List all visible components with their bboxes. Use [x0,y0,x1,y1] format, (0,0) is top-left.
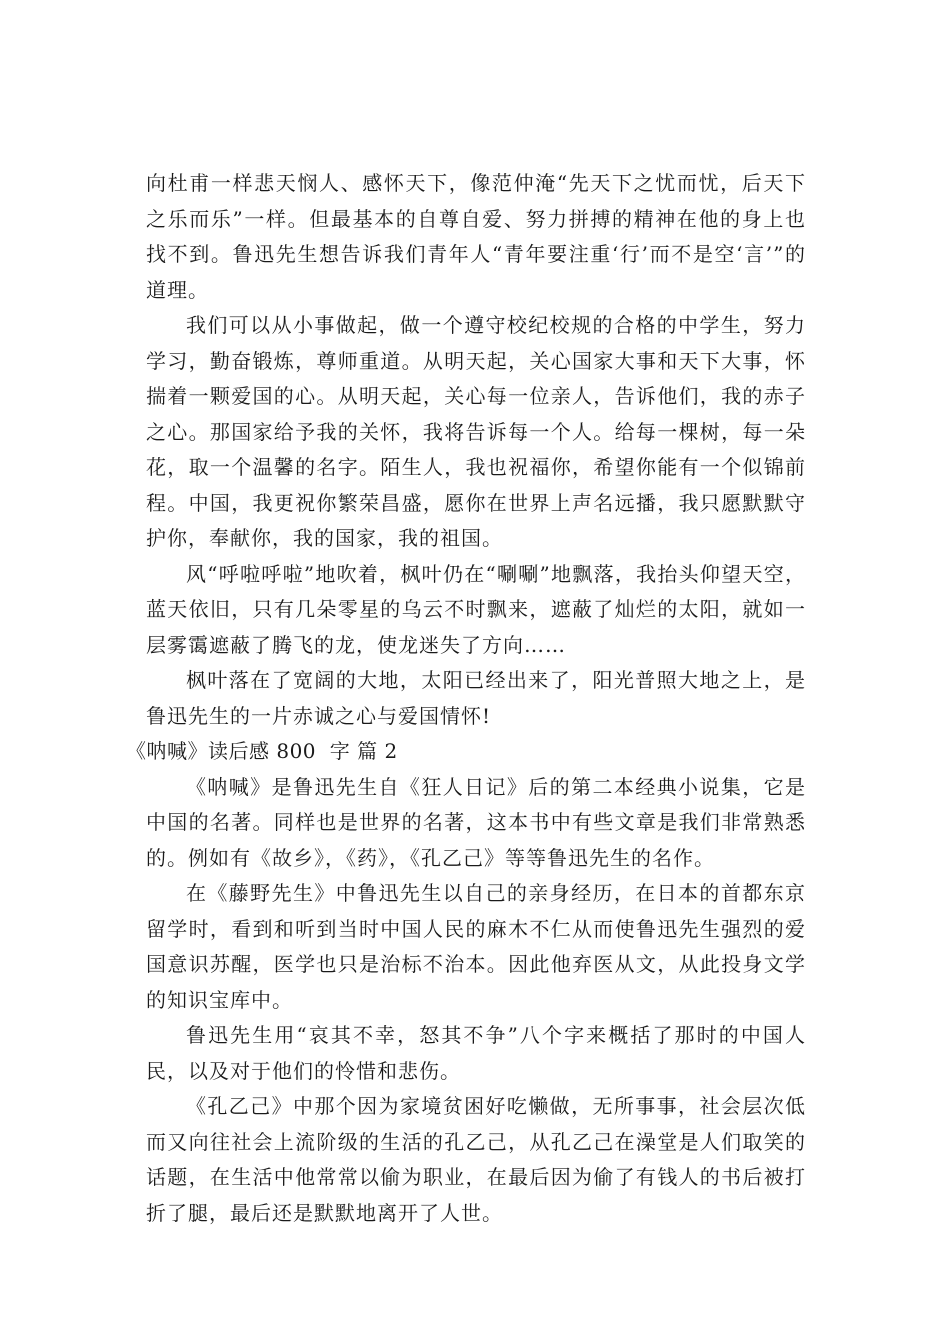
paragraph: 枫叶落在了宽阔的大地，太阳已经出来了，阳光普照大地之上，是鲁迅先生的一片赤诚之心与爱国情怀! [146,668,806,728]
paragraph: 向杜甫一样悲天悯人、感怀天下，像范仲淹“先天下之忧而忧，后天下之乐而乐”一样。但最基本的自尊自爱、努力拼搏的精神在他的身上也找不到。鲁迅先生想告诉我们青年人“青年要注重‘行’而不是空‘言’”的道理。 [146,171,806,302]
paragraph: 鲁迅先生用“哀其不幸，怒其不争”八个字来概括了那时的中国人民，以及对于他们的怜惜和悲伤。 [146,1023,806,1083]
paragraph: 《孔乙己》中那个因为家境贫困好吃懒做，无所事事，社会层次低而又向往社会上流阶级的生活的孔乙己，从孔乙己在澡堂是人们取笑的话题，在生活中他常常以偷为职业，在最后因为偷了有钱人的书后被打折了腿，最后还是默默地离开了人世。 [146,1094,806,1225]
paragraph: 《呐喊》是鲁迅先生自《狂人日记》后的第二本经典小说集，它是中国的名著。同样也是世界的名著，这本书中有些文章是我们非常熟悉的。例如有《故乡》，《药》，《孔乙己》等等鲁迅先生的名作。 [146,774,806,870]
paragraph: 我们可以从小事做起，做一个遵守校纪校规的合格的中学生，努力学习，勤奋锻炼，尊师重道。从明天起，关心国家大事和天下大事，怀揣着一颗爱国的心。从明天起，关心每一位亲人，告诉他们，我的赤子之心。那国家给予我的关怀，我将告诉每一个人。给每一棵树，每一朵花，取一个温馨的名字。陌生人，我也祝福你，希望你能有一个似锦前程。中国，我更祝你繁荣昌盛，愿你在世界上声名远播，我只愿默默守护你，奉献你，我的国家，我的祖国。 [146,313,806,550]
paragraph: 在《藤野先生》中鲁迅先生以自己的亲身经历，在日本的首都东京留学时，看到和听到当时中国人民的麻木不仁从而使鲁迅先生强烈的爱国意识苏醒，医学也只是治标不治本。因此他弃医从文，从此投身文学的知识宝库中。 [146,881,806,1012]
paragraph: 风“呼啦呼啦”地吹着，枫叶仍在“唰唰”地飘落，我抬头仰望天空，蓝天依旧，只有几朵零星的乌云不时飘来，遮蔽了灿烂的太阳，就如一层雾霭遮蔽了腾飞的龙，使龙迷失了方向…… [146,561,806,657]
document-page [126,166,806,1231]
section-heading: 《呐喊》读后感 800 字 篇 2 [126,739,398,763]
